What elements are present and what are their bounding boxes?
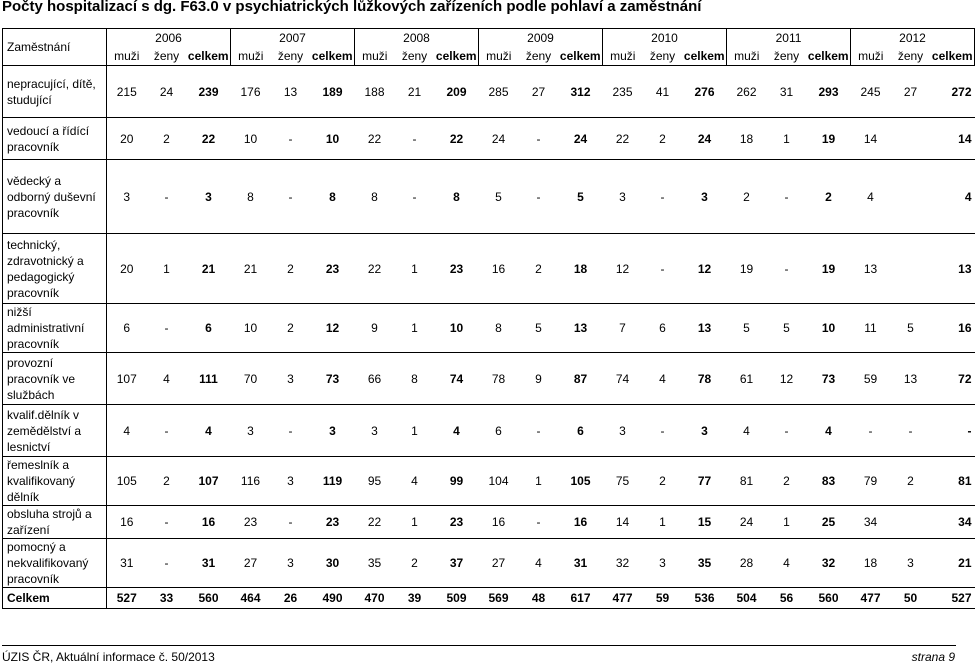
table-cell: 10 [231, 304, 271, 353]
table-cell: 3 [683, 160, 727, 234]
table-cell: 30 [311, 539, 355, 588]
table-cell: 18 [727, 118, 767, 160]
total-cell: 477 [603, 588, 643, 609]
table-cell: 8 [479, 304, 519, 353]
subheader-men: muži [851, 47, 891, 66]
table-cell: 5 [479, 160, 519, 234]
table-cell: 8 [311, 160, 355, 234]
table-cell: 4 [147, 353, 187, 405]
table-cell: 3 [271, 457, 311, 506]
table-cell: - [891, 405, 931, 457]
table-cell: - [519, 118, 559, 160]
table-cell: 6 [479, 405, 519, 457]
table-cell: 1 [395, 234, 435, 304]
table-cell: 95 [355, 457, 395, 506]
table-cell: 27 [519, 66, 559, 118]
table-cell: 21 [931, 539, 975, 588]
hospitalization-table [2, 28, 975, 609]
table-cell: 119 [311, 457, 355, 506]
table-cell: 78 [683, 353, 727, 405]
total-cell: 560 [187, 588, 231, 609]
table-cell: 13 [559, 304, 603, 353]
table-cell: 285 [479, 66, 519, 118]
table-cell: 23 [231, 506, 271, 539]
subheader-men: muži [231, 47, 271, 66]
table-cell: 3 [271, 539, 311, 588]
table-cell: 4 [187, 405, 231, 457]
table-cell: 31 [559, 539, 603, 588]
table-cell: 272 [931, 66, 975, 118]
table-cell: 2 [767, 457, 807, 506]
table-cell: 21 [395, 66, 435, 118]
table-cell: 215 [107, 66, 147, 118]
table-cell: 3 [271, 353, 311, 405]
table-cell: - [147, 304, 187, 353]
table-cell: 61 [727, 353, 767, 405]
table-cell: 7 [603, 304, 643, 353]
year-header: 2009 [479, 29, 603, 48]
table-cell: 4 [931, 160, 975, 234]
table-cell: 3 [603, 160, 643, 234]
table-cell: 9 [519, 353, 559, 405]
total-cell: 527 [107, 588, 147, 609]
table-cell: 27 [479, 539, 519, 588]
table-cell: 16 [107, 506, 147, 539]
total-cell: 59 [643, 588, 683, 609]
table-cell: 11 [851, 304, 891, 353]
table-cell: - [147, 160, 187, 234]
table-cell: - [519, 506, 559, 539]
row-label: vědecký a odborný duševní pracovník [3, 160, 107, 234]
year-header: 2007 [231, 29, 355, 48]
page-title: Počty hospitalizací s dg. F63.0 v psychiatrických lůžkových zařízeních podle pohlaví a zaměstnání [2, 0, 702, 15]
table-cell: - [767, 160, 807, 234]
table-cell: 3 [603, 405, 643, 457]
table-cell: - [643, 160, 683, 234]
table-cell: 34 [851, 506, 891, 539]
table-cell: 2 [643, 457, 683, 506]
table-cell: 2 [727, 160, 767, 234]
table-cell: 74 [603, 353, 643, 405]
table-cell: 73 [807, 353, 851, 405]
table-cell [891, 118, 931, 160]
table-cell: 37 [435, 539, 479, 588]
table-cell: 16 [931, 304, 975, 353]
subheader-men: muži [107, 47, 147, 66]
table-cell: 70 [231, 353, 271, 405]
total-cell: 504 [727, 588, 767, 609]
table-cell: 4 [643, 353, 683, 405]
table-cell: 19 [727, 234, 767, 304]
table-cell: - [643, 405, 683, 457]
table-cell [891, 234, 931, 304]
table-cell: 34 [931, 506, 975, 539]
table-cell: 83 [807, 457, 851, 506]
table-cell: - [519, 160, 559, 234]
table-cell: 8 [435, 160, 479, 234]
table-cell: 1 [767, 506, 807, 539]
table-cell: 3 [355, 405, 395, 457]
table-cell: 3 [107, 160, 147, 234]
table-cell: 104 [479, 457, 519, 506]
table-cell: 41 [643, 66, 683, 118]
table-cell: 16 [187, 506, 231, 539]
table-cell: 2 [147, 457, 187, 506]
subheader-men: muži [355, 47, 395, 66]
table-row [3, 234, 975, 304]
table-cell: 24 [147, 66, 187, 118]
table-cell: 116 [231, 457, 271, 506]
table-cell: - [271, 160, 311, 234]
table-row [3, 160, 975, 234]
year-header: 2010 [603, 29, 727, 48]
table-cell: 312 [559, 66, 603, 118]
total-cell: 569 [479, 588, 519, 609]
table-cell: 35 [355, 539, 395, 588]
subheader-women: ženy [519, 47, 559, 66]
table-cell: 35 [683, 539, 727, 588]
table-cell: 74 [435, 353, 479, 405]
table-cell: 5 [727, 304, 767, 353]
table-cell: 5 [559, 160, 603, 234]
table-cell: 107 [187, 457, 231, 506]
subheader-total: celkem [931, 47, 975, 66]
table-cell: 8 [395, 353, 435, 405]
table-cell: 107 [107, 353, 147, 405]
table-cell: 99 [435, 457, 479, 506]
table-cell: 5 [519, 304, 559, 353]
table-cell: 6 [107, 304, 147, 353]
table-cell: 24 [727, 506, 767, 539]
total-label: Celkem [3, 588, 107, 609]
table-cell: 1 [395, 304, 435, 353]
table-cell: - [271, 506, 311, 539]
table-cell: 10 [435, 304, 479, 353]
table-cell: - [147, 506, 187, 539]
table-cell: 24 [479, 118, 519, 160]
table-row [3, 66, 975, 118]
subheader-women: ženy [891, 47, 931, 66]
table-cell: 31 [107, 539, 147, 588]
table-cell: 4 [767, 539, 807, 588]
table-row [3, 457, 975, 506]
footer-page-number: strana 9 [911, 650, 955, 664]
table-cell: 24 [559, 118, 603, 160]
table-cell: 111 [187, 353, 231, 405]
table-cell: 2 [395, 539, 435, 588]
table-cell: 2 [807, 160, 851, 234]
table-cell: 12 [311, 304, 355, 353]
table-cell: 176 [231, 66, 271, 118]
table-cell: - [519, 405, 559, 457]
total-row [3, 588, 975, 609]
table-cell: 1 [519, 457, 559, 506]
subheader-total: celkem [559, 47, 603, 66]
table-cell: 5 [767, 304, 807, 353]
table-cell: 81 [727, 457, 767, 506]
table-cell: 4 [807, 405, 851, 457]
table-cell: 3 [683, 405, 727, 457]
table-cell: 31 [767, 66, 807, 118]
table-cell: 23 [435, 506, 479, 539]
subheader-total: celkem [435, 47, 479, 66]
table-cell: 24 [683, 118, 727, 160]
subheader-men: muži [479, 47, 519, 66]
table-cell: 22 [187, 118, 231, 160]
table-cell: 18 [559, 234, 603, 304]
table-cell: 79 [851, 457, 891, 506]
table-cell: 21 [187, 234, 231, 304]
row-label: nižší administrativní pracovník [3, 304, 107, 353]
total-cell: 33 [147, 588, 187, 609]
table-cell: 23 [311, 506, 355, 539]
table-cell: 2 [643, 118, 683, 160]
total-cell: 39 [395, 588, 435, 609]
table-cell: 1 [147, 234, 187, 304]
table-cell: 188 [355, 66, 395, 118]
table-cell: 1 [395, 506, 435, 539]
table-cell: 105 [107, 457, 147, 506]
table-cell: 105 [559, 457, 603, 506]
table-cell: 14 [851, 118, 891, 160]
table-cell: 16 [479, 234, 519, 304]
table-row [3, 506, 975, 539]
table-cell: 1 [395, 405, 435, 457]
total-cell: 470 [355, 588, 395, 609]
table-cell: 4 [435, 405, 479, 457]
subheader-total: celkem [807, 47, 851, 66]
row-label: vedoucí a řídící pracovník [3, 118, 107, 160]
total-cell: 477 [851, 588, 891, 609]
subheader-women: ženy [767, 47, 807, 66]
table-cell: 4 [395, 457, 435, 506]
table-cell: 22 [355, 506, 395, 539]
table-cell: 6 [559, 405, 603, 457]
table-cell: 12 [603, 234, 643, 304]
table-cell: 81 [931, 457, 975, 506]
table-cell: - [851, 405, 891, 457]
table-cell: 245 [851, 66, 891, 118]
table-cell: 12 [767, 353, 807, 405]
table-cell: 19 [807, 234, 851, 304]
table-cell: 3 [891, 539, 931, 588]
total-cell: 490 [311, 588, 355, 609]
total-cell: 560 [807, 588, 851, 609]
footer-divider [2, 645, 956, 646]
table-cell: 209 [435, 66, 479, 118]
table-cell: 6 [187, 304, 231, 353]
table-cell: 4 [851, 160, 891, 234]
table-cell: 31 [187, 539, 231, 588]
subheader-total: celkem [311, 47, 355, 66]
table-cell: 239 [187, 66, 231, 118]
total-cell: 617 [559, 588, 603, 609]
table-cell: 14 [931, 118, 975, 160]
table-cell: 235 [603, 66, 643, 118]
table-cell: - [931, 405, 975, 457]
table-cell: - [147, 405, 187, 457]
table-cell: 189 [311, 66, 355, 118]
table-cell: 78 [479, 353, 519, 405]
table-cell: 3 [311, 405, 355, 457]
table-cell: 16 [559, 506, 603, 539]
table-cell: 22 [355, 118, 395, 160]
table-cell: 10 [807, 304, 851, 353]
table-cell: 15 [683, 506, 727, 539]
table-cell: 14 [603, 506, 643, 539]
table-cell: 59 [851, 353, 891, 405]
subheader-total: celkem [187, 47, 231, 66]
table-cell: - [271, 118, 311, 160]
row-label: nepracující, dítě, studující [3, 66, 107, 118]
table-cell: 22 [603, 118, 643, 160]
table-cell: 22 [435, 118, 479, 160]
table-cell: 12 [683, 234, 727, 304]
table-cell: 3 [187, 160, 231, 234]
table-cell: - [147, 539, 187, 588]
table-cell: - [395, 160, 435, 234]
table-cell: - [395, 118, 435, 160]
footer-source: ÚZIS ČR, Aktuální informace č. 50/2013 [2, 650, 215, 664]
table-cell: 18 [851, 539, 891, 588]
table-cell: 13 [851, 234, 891, 304]
total-cell: 50 [891, 588, 931, 609]
table-cell: 2 [271, 304, 311, 353]
table-cell: 16 [479, 506, 519, 539]
table-cell: 3 [643, 539, 683, 588]
row-label: technický, zdravotnický a pedagogický pracovník [3, 234, 107, 304]
year-header: 2008 [355, 29, 479, 48]
table-cell: 9 [355, 304, 395, 353]
subheader-women: ženy [271, 47, 311, 66]
table-cell: 20 [107, 234, 147, 304]
year-header: 2012 [851, 29, 975, 48]
table-cell: 72 [931, 353, 975, 405]
table-row [3, 118, 975, 160]
table-cell: - [767, 405, 807, 457]
table-row [3, 353, 975, 405]
table-cell: 75 [603, 457, 643, 506]
table-cell: 293 [807, 66, 851, 118]
table-cell: 10 [231, 118, 271, 160]
total-cell: 48 [519, 588, 559, 609]
subheader-women: ženy [147, 47, 187, 66]
table-cell: 13 [683, 304, 727, 353]
table-cell: 3 [231, 405, 271, 457]
table-cell: - [767, 234, 807, 304]
row-label: řemeslník a kvalifikovaný dělník [3, 457, 107, 506]
total-cell: 509 [435, 588, 479, 609]
table-cell: 66 [355, 353, 395, 405]
table-cell: 262 [727, 66, 767, 118]
table-cell: 13 [271, 66, 311, 118]
year-header: 2006 [107, 29, 231, 48]
year-header: 2011 [727, 29, 851, 48]
table-cell: 23 [311, 234, 355, 304]
table-row [3, 539, 975, 588]
table-cell: 4 [727, 405, 767, 457]
subheader-women: ženy [643, 47, 683, 66]
table-cell: - [643, 234, 683, 304]
table-cell: 73 [311, 353, 355, 405]
row-label: pomocný a nekvalifikovaný pracovník [3, 539, 107, 588]
total-cell: 464 [231, 588, 271, 609]
row-label: kvalif.dělník v zemědělství a lesnictví [3, 405, 107, 457]
table-row [3, 304, 975, 353]
table-cell: 1 [643, 506, 683, 539]
table-cell: 4 [519, 539, 559, 588]
table-cell: 2 [891, 457, 931, 506]
table-cell: 8 [231, 160, 271, 234]
table-cell: 21 [231, 234, 271, 304]
column-header-occupation: Zaměstnání [3, 29, 107, 66]
subheader-men: muži [727, 47, 767, 66]
table-cell: 276 [683, 66, 727, 118]
table-cell: 23 [435, 234, 479, 304]
table-cell: 13 [931, 234, 975, 304]
table-cell: 8 [355, 160, 395, 234]
subheader-women: ženy [395, 47, 435, 66]
table-cell: 5 [891, 304, 931, 353]
row-label: obsluha strojů a zařízení [3, 506, 107, 539]
table-cell: 2 [519, 234, 559, 304]
total-cell: 536 [683, 588, 727, 609]
table-cell: 25 [807, 506, 851, 539]
table-cell: 22 [355, 234, 395, 304]
table-cell: 28 [727, 539, 767, 588]
table-cell: 20 [107, 118, 147, 160]
table-cell: 32 [807, 539, 851, 588]
row-label: provozní pracovník ve službách [3, 353, 107, 405]
table-cell: 87 [559, 353, 603, 405]
table-cell: 77 [683, 457, 727, 506]
total-cell: 56 [767, 588, 807, 609]
table-cell: 1 [767, 118, 807, 160]
table-row [3, 405, 975, 457]
table-cell: 2 [147, 118, 187, 160]
table-cell: - [271, 405, 311, 457]
subheader-men: muži [603, 47, 643, 66]
table-cell: 13 [891, 353, 931, 405]
subheader-total: celkem [683, 47, 727, 66]
table-cell: 27 [891, 66, 931, 118]
total-cell: 527 [931, 588, 975, 609]
total-cell: 26 [271, 588, 311, 609]
table-cell: 32 [603, 539, 643, 588]
table-cell: 27 [231, 539, 271, 588]
table-cell [891, 160, 931, 234]
table-cell: 19 [807, 118, 851, 160]
table-cell: 2 [271, 234, 311, 304]
table-cell: 4 [107, 405, 147, 457]
table-cell [891, 506, 931, 539]
table-cell: 6 [643, 304, 683, 353]
table-cell: 10 [311, 118, 355, 160]
